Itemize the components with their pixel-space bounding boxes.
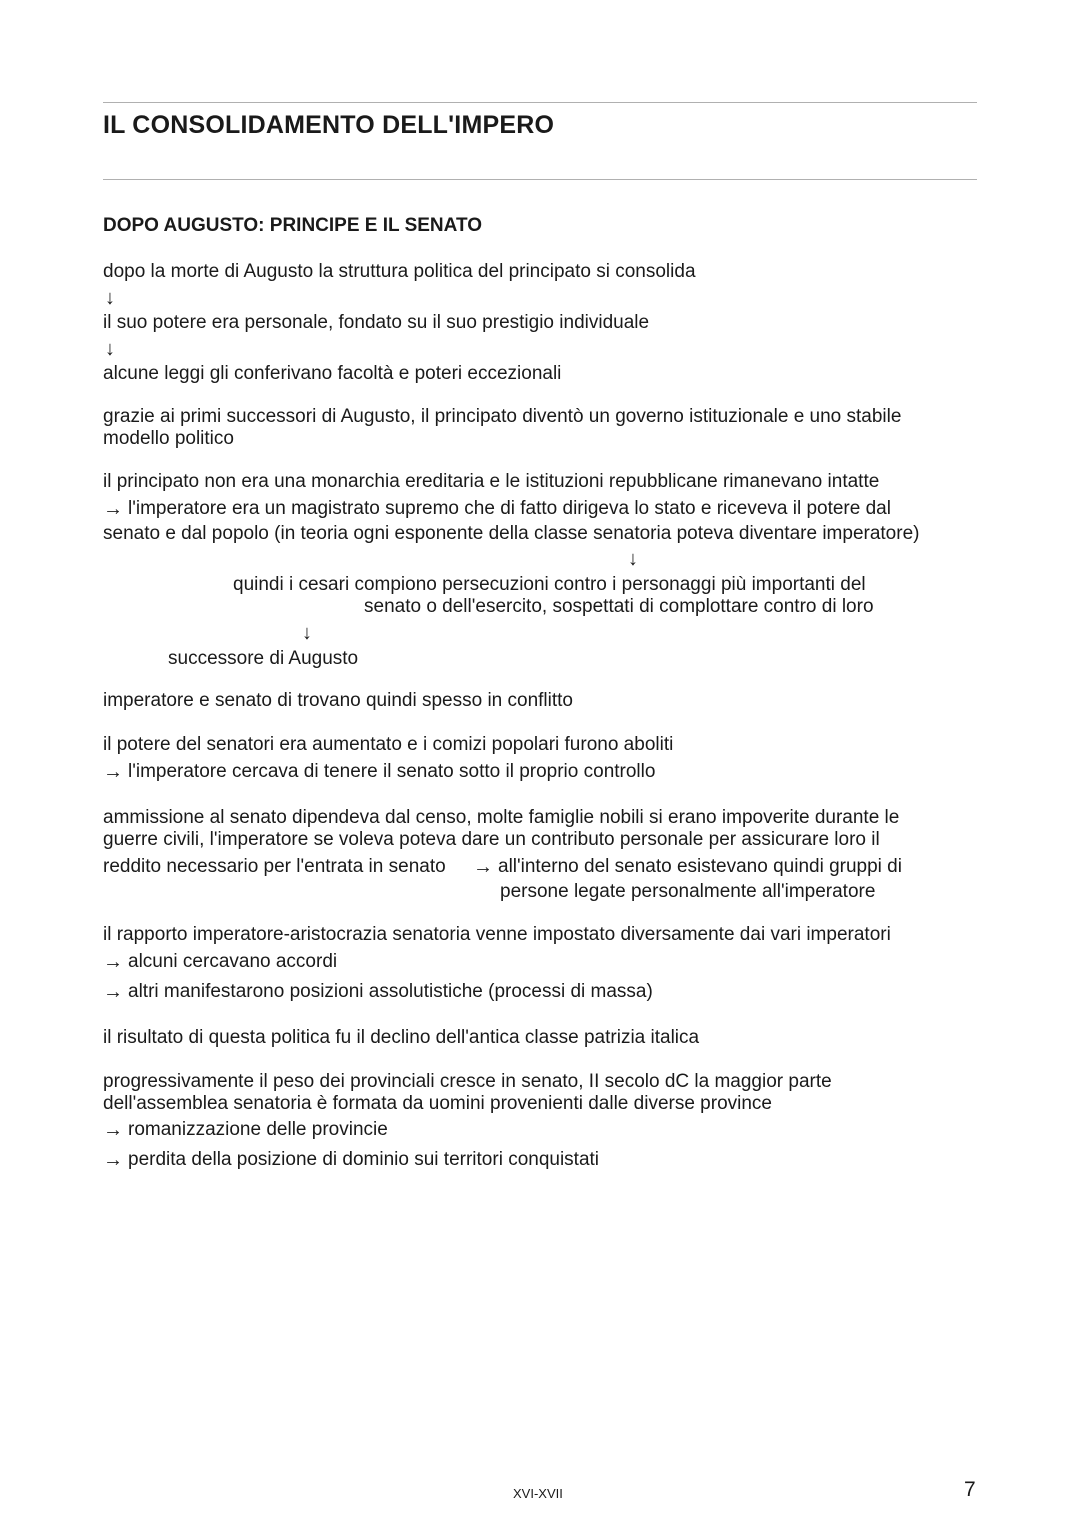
text-line: l'imperatore era un magistrato supremo che di fatto dirigeva lo stato e riceveva il potere dal xyxy=(128,498,891,519)
text-line: alcuni cercavano accordi xyxy=(128,951,338,972)
arrow-right-icon: → xyxy=(473,856,493,878)
text-line: grazie ai primi successori di Augusto, il principato diventò un governo istituzionale e uno stabile xyxy=(103,406,902,427)
text-line: quindi i cesari compiono persecuzioni contro i personaggi più importanti del xyxy=(233,574,866,595)
text-line: reddito necessario per l'entrata in senato xyxy=(103,856,446,877)
text-line: alcune leggi gli conferivano facoltà e poteri eccezionali xyxy=(103,363,562,384)
title-underline-rule xyxy=(103,179,977,180)
arrow-right-icon: → xyxy=(103,1119,123,1141)
text-line: modello politico xyxy=(103,428,234,449)
text-line: perdita della posizione di dominio sui territori conquistati xyxy=(128,1149,600,1170)
page-number: 7 xyxy=(964,1478,976,1501)
text-line: il rapporto imperatore-aristocrazia senatoria venne impostato diversamente dai vari imperatori xyxy=(103,924,891,945)
arrow-right-icon: → xyxy=(103,951,123,973)
text-line: il risultato di questa politica fu il declino dell'antica classe patrizia italica xyxy=(103,1027,700,1048)
arrow-right-icon: → xyxy=(103,761,123,783)
arrow-down-icon: ↓ xyxy=(628,548,638,570)
text-line: all'interno del senato esistevano quindi gruppi di xyxy=(498,856,902,877)
arrow-down-icon: ↓ xyxy=(302,622,312,644)
arrow-right-icon: → xyxy=(103,1149,123,1171)
arrow-down-icon: ↓ xyxy=(105,287,115,309)
text-line: senato e dal popolo (in teoria ogni esponente della classe senatoria poteva diventare imperatore) xyxy=(103,523,920,544)
arrow-down-icon: ↓ xyxy=(105,338,115,360)
text-line: dell'assemblea senatoria è formata da uomini provenienti dalle diverse province xyxy=(103,1093,772,1114)
text-line: il principato non era una monarchia ereditaria e le istituzioni repubblicane rimanevano intatte xyxy=(103,471,880,492)
top-rule xyxy=(103,102,977,103)
text-line: il potere del senatori era aumentato e i comizi popolari furono aboliti xyxy=(103,734,674,755)
section-heading: DOPO AUGUSTO: PRINCIPE E IL SENATO xyxy=(103,215,482,236)
text-line: progressivamente il peso dei provinciali cresce in senato, II secolo dC la maggior parte xyxy=(103,1071,832,1092)
page-title: IL CONSOLIDAMENTO DELL'IMPERO xyxy=(103,111,555,139)
text-line: successore di Augusto xyxy=(168,648,359,669)
text-line: ammissione al senato dipendeva dal censo, molte famiglie nobili si erano impoverite durante le xyxy=(103,807,900,828)
text-line: altri manifestarono posizioni assolutistiche (processi di massa) xyxy=(128,981,653,1002)
footer-chapter-code: XVI-XVII xyxy=(513,1486,563,1501)
arrow-right-icon: → xyxy=(103,981,123,1003)
text-line: persone legate personalmente all'imperatore xyxy=(500,881,876,902)
text-line: l'imperatore cercava di tenere il senato sotto il proprio controllo xyxy=(128,761,656,782)
text-line: senato o dell'esercito, sospettati di complottare contro di loro xyxy=(364,596,874,617)
text-line: dopo la morte di Augusto la struttura politica del principato si consolida xyxy=(103,261,696,282)
text-line: guerre civili, l'imperatore se voleva poteva dare un contributo personale per assicurare loro il xyxy=(103,829,880,850)
text-line: romanizzazione delle provincie xyxy=(128,1119,388,1140)
text-line: il suo potere era personale, fondato su il suo prestigio individuale xyxy=(103,312,650,333)
arrow-right-icon: → xyxy=(103,498,123,520)
text-line: imperatore e senato di trovano quindi spesso in conflitto xyxy=(103,690,573,711)
